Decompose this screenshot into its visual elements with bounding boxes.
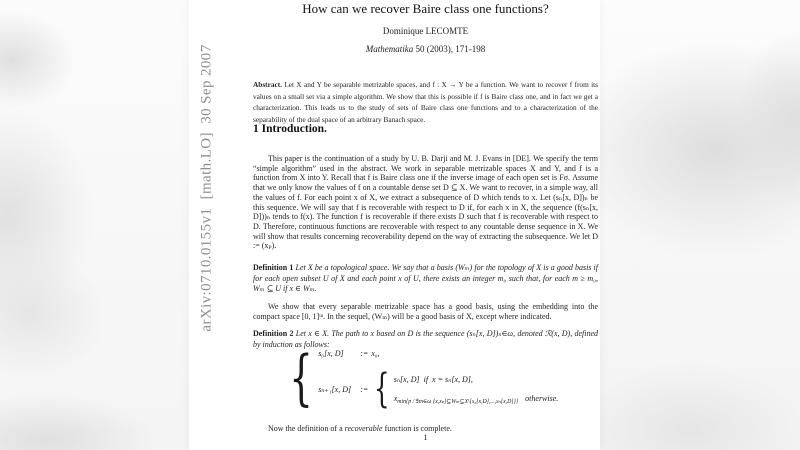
abstract-text: Let X and Y be separable metrizable spaces, and f : X → Y be a function. We want to recover f from its values on a small set via a simple algorithm. We show that this is possible if f is Baire class one, and in fact we get a characterization. This leads us to the study of sets of Baire class one functions and to a characterization of the separability of the dual space of an arbitrary Banach space.: [253, 80, 598, 125]
paper-title: How can we recover Baire class one functions?: [302, 1, 549, 16]
case-otherwise: [394, 394, 559, 403]
formula-line1-lhs: s₀[x, D]: [318, 349, 344, 358]
arxiv-stamp-text: arXiv:0710.0155v1 [math.LO] 30 Sep 2007: [198, 44, 215, 332]
closing-pre: Now the definition of a: [268, 424, 345, 433]
left-brace-outer-icon: {: [289, 342, 313, 413]
definition-2-text: Let x ∈ X. The path to x based on D is the sequence (sₙ[x, D])ₙ∈ω, denoted ℛ(x, D), defined by induction as follows:: [253, 329, 598, 349]
left-brace-inner-icon: {: [374, 366, 390, 412]
section-heading-introduction: 1 Introduction.: [253, 123, 327, 135]
paper-author: Dominique LECOMTE: [382, 26, 469, 36]
abstract: [253, 79, 598, 125]
definition-1-text: Let X be a topological space. We say that a basis (Wₘ) for the topology of X is a good basis if for each open subset U of X and each point x of U, there exists an integer m₀ such that, for each m ≥ m₀, Wₘ ⊆ U if x ∈ Wₘ.: [253, 263, 598, 294]
definition-1-label: Definition 1: [253, 263, 294, 272]
journal-reference: [253, 44, 598, 54]
formula-base-case: [318, 349, 558, 358]
formula-line2-assign: :=: [360, 384, 369, 394]
formula-line1-rhs: x₀,: [371, 349, 380, 358]
good-basis-paragraph: We show that every separable metrizable space has a good basis, using the embedding into the compact space [0, 1]ᵚ. In the sequel, (Wₘ) will be a good basis of X, except where indicated.: [253, 302, 598, 321]
recursion-formula: [286, 342, 559, 413]
formula-inductive-case: [318, 366, 559, 412]
case-otherwise-subscript: min{p / ∃m∈ω {x,xₚ}⊆Wₘ⊆X\{s₀[x,D],...,sₙ[x,D]}}: [397, 398, 519, 405]
case-otherwise-base: x: [393, 394, 398, 404]
formula-line2-lhs: sₙ₊₁[x, D]: [318, 384, 352, 394]
background-blur-left: [0, 0, 190, 450]
background-blur-right: [600, 0, 800, 450]
journal-name: Mathematika: [365, 44, 414, 54]
abstract-label: Abstract.: [253, 80, 282, 90]
closing-post: function is complete.: [382, 424, 452, 433]
journal-volume-pages: 50 (2003), 171-198: [413, 44, 486, 54]
definition-1: [253, 263, 598, 295]
case-x-equals: sₙ[x, D] if x = sₙ[x, D],: [393, 375, 473, 385]
case-otherwise-label: otherwise.: [525, 394, 559, 404]
formula-line1-assign: :=: [360, 349, 369, 358]
intro-paragraph: This paper is the continuation of a study by U. B. Darji and M. J. Evans in [DE]. We specify the term “simple algorithm” used in the abstract. We work in separable metrizable spaces X and Y, and f is a function from X into Y. Recall that f is Baire class one if the inverse image of each open set is Fσ. Assume that we only know the values of f on a countable dense set D ⊆ X. We want to recover, in a simple way, all the values of f. For each point x of X, we extract a subsequence of D which tends to x. Let (sₙ[x, D])ₙ be this sequence. We will say that f is recoverable with respect to D if, for each x in X, the sequence (f(sₙ[x, D]))ₙ tends to f(x). The function f is recoverable if there exists D such that f is recoverable with respect to D. Therefore, continuous functions are recoverable with respect to any countable dense sequence in X. We will show that results concerning recoverability depend on the way of extracting the subsequence. We let D := (xₚ).: [253, 154, 598, 251]
closing-italic: recoverable: [344, 424, 383, 433]
page-number: 1: [423, 433, 428, 442]
definition-2-label: Definition 2: [253, 329, 294, 338]
